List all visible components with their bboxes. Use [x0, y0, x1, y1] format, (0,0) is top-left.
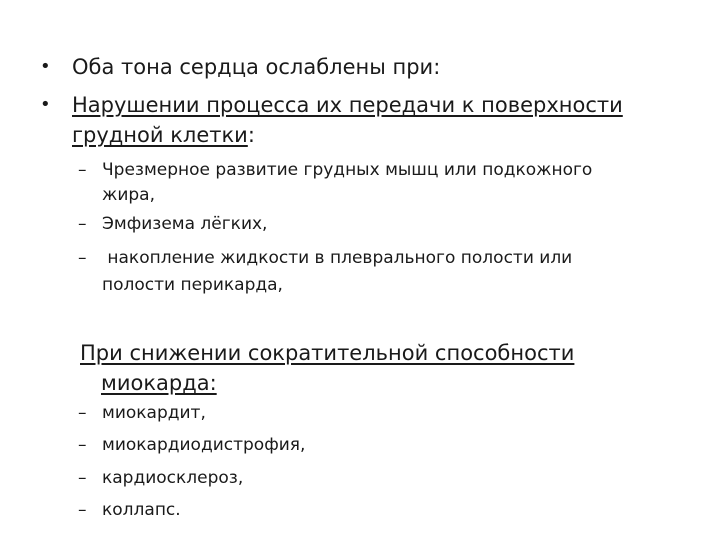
- list-item-text: миокардит,: [102, 403, 206, 423]
- bullet-text-line2-wrap: [72, 120, 255, 150]
- sub-item-text-line2: полости перикарда,: [102, 275, 283, 295]
- sub-item-text-line2: жира,: [102, 185, 155, 205]
- section2-heading-line2-wrap: [101, 368, 217, 398]
- bullet-text: Оба тона сердца ослаблены при:: [72, 55, 441, 79]
- section2-heading-line2: миокарда:: [101, 371, 217, 395]
- bullet-text-line1: Нарушении процесса их передачи к поверхности: [72, 93, 623, 117]
- bullet-glyph: •: [40, 56, 51, 77]
- list-item-text: кардиосклероз,: [102, 468, 244, 488]
- dash-glyph: –: [78, 435, 87, 455]
- bullet-glyph: •: [40, 94, 51, 115]
- list-item-text: миокардиодистрофия,: [102, 435, 306, 455]
- dash-glyph: –: [78, 214, 87, 234]
- dash-glyph: –: [78, 248, 87, 268]
- sub-item-text: накопление жидкости в плеврального полости или: [102, 248, 573, 268]
- dash-glyph: –: [78, 403, 87, 423]
- bullet-text-line2: грудной клетки: [72, 123, 248, 147]
- dash-glyph: –: [78, 500, 87, 520]
- list-item-text: коллапс.: [102, 500, 181, 520]
- dash-glyph: –: [78, 160, 87, 180]
- sub-item-text: Эмфизема лёгких,: [102, 214, 268, 234]
- dash-glyph: –: [78, 468, 87, 488]
- section2-heading-line1: При снижении сократительной способности: [80, 341, 575, 365]
- bullet-colon: :: [247, 123, 255, 147]
- sub-item-text: Чрезмерное развитие грудных мышц или подкожного: [102, 160, 593, 180]
